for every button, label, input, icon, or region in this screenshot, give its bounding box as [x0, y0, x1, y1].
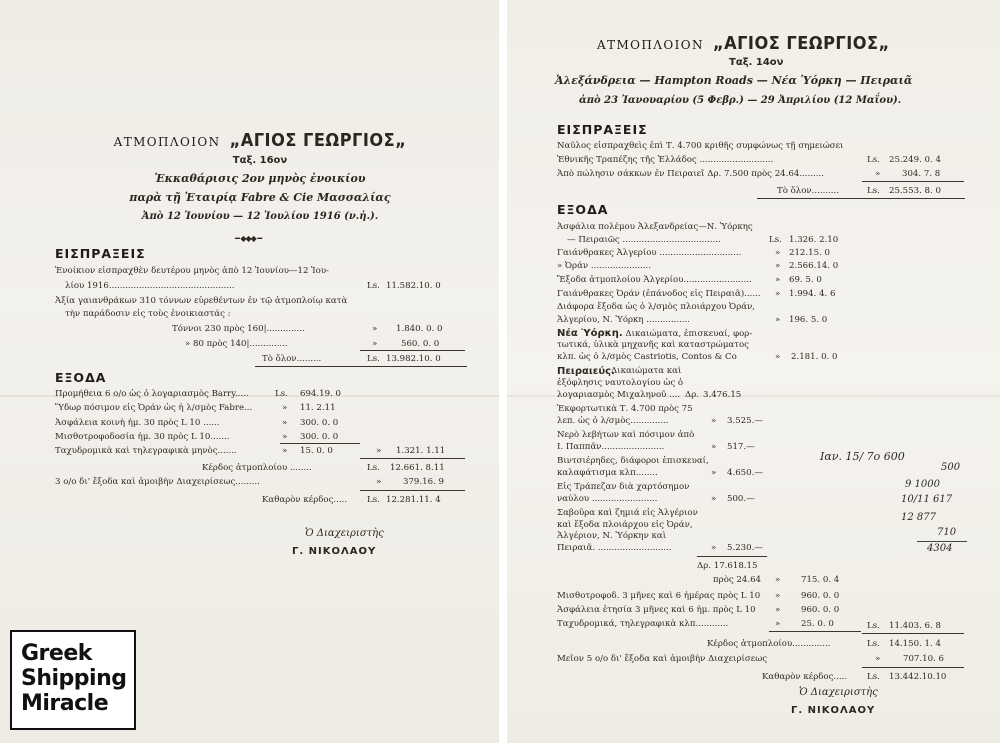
piraeus-line: Νερὸ λεβήτων καὶ πόσιμον ἀπὸ: [557, 430, 695, 440]
ditto-mark: »: [376, 446, 382, 456]
logo-line: Miracle: [21, 691, 109, 716]
ditto-mark: »: [775, 605, 781, 615]
ship-title-line: [597, 33, 890, 54]
piraeus-block: [557, 366, 615, 377]
currency: »: [711, 441, 717, 452]
net-label: Καθαρὸν κέρδος.....: [262, 495, 348, 505]
ship-name: „ΑΓΙΟΣ ΓΕΩΡΓΙΟΣ„: [712, 33, 890, 54]
signature-title: Ὁ Διαχειριστὴς: [799, 687, 878, 698]
piraeus-line: Πειραιᾶ. ...........................: [557, 542, 672, 553]
right-document: [507, 0, 1000, 743]
currency: »: [282, 431, 288, 442]
newyork-line: Δικαιώματα, ἐπισκευαί, φορ-: [625, 329, 753, 339]
handwritten-rule: [917, 541, 967, 542]
receipt-line: Ἐνοίκιον εἰσπραχθὲν δευτέρου μηνὸς ἀπὸ 12 Ἰουνίου—12 Ἰου-: [55, 266, 329, 276]
net-amount: 13.442.10.10: [889, 672, 947, 682]
section-rule: [255, 366, 467, 367]
expense-line: Ὕδωρ πόσιμον εἰς Ὀράν ὡς ἡ λ/σμὸς Fabre...: [55, 403, 253, 414]
currency: »: [282, 403, 288, 414]
handwritten-line: 9 1000: [905, 479, 940, 490]
sum-rule: [862, 181, 964, 182]
receipt-line: » 80 πρὸς 140|..............: [185, 339, 288, 349]
amount: 11. 2.11: [300, 403, 336, 414]
total-label: Τὸ ὅλον.........: [262, 354, 322, 364]
sum-rule: [697, 556, 767, 557]
piraeus-line: καλαφάτισμα κλπ........: [557, 467, 658, 478]
sum-rule: [280, 443, 360, 444]
logo-line: Shipping: [21, 666, 127, 691]
piraeus-line: Βιντσιέρηδες, διάφοροι ἐπισκευαί,: [557, 456, 709, 466]
ship-prefix: ΑΤΜΟΠΛΟΙΟΝ: [597, 38, 704, 52]
handwritten-line: 10/11 617: [901, 494, 953, 505]
amount: 69. 5. 0: [789, 275, 822, 285]
currency: »: [711, 542, 717, 553]
currency: Ls.: [867, 672, 880, 682]
amount: 11.582.10. 0: [386, 281, 441, 291]
total-amount: 13.982.10. 0: [386, 354, 441, 364]
amount: 2.566.14. 0: [789, 261, 839, 271]
currency: Ls.: [367, 495, 380, 505]
amount: 25. 0. 0: [801, 619, 834, 629]
ditto-mark: »: [775, 619, 781, 629]
currency: Ls.: [275, 389, 288, 399]
receipt-line: τὴν παράδοσιν εἰς τοὺς ἐνοικιαστάς :: [65, 309, 231, 319]
amount: 15. 0. 0: [300, 446, 333, 457]
receipt-line: Ἐθνικῆς Τραπέζης τῆς Ἑλλάδος ...........................: [557, 155, 774, 165]
handwritten-line: 500: [941, 462, 961, 473]
expense-line: Ταχυδρομικά, τηλεγραφικὰ κλπ............: [557, 619, 729, 629]
expense-line: Ἀσφάλεια κοινὴ ἡμ. 30 πρὸς L 10 ......: [55, 417, 220, 428]
amount: 1.840. 0. 0: [396, 324, 443, 334]
signature-name: Γ. ΝΙΚΟΛΑΟΥ: [791, 705, 876, 716]
total-amount: 25.553. 8. 0: [889, 186, 941, 196]
expense-line: » Ὀράν ......................: [557, 261, 651, 271]
amount: 1.326. 2.10: [789, 235, 839, 245]
exchange-rate: πρὸς 24.64: [713, 575, 762, 585]
currency: Ls.: [769, 235, 782, 245]
piraeus-line: Ι. Παππᾶν.......................: [557, 441, 665, 452]
receipt-line: λίου 1916..............................................: [65, 281, 235, 291]
voyage-number: Ταξ. 14ον: [729, 57, 784, 68]
ornament-divider: ━ ◆◆◆ ━: [235, 234, 262, 243]
sum-rule: [360, 490, 465, 491]
amount: 694.19. 0: [300, 389, 342, 399]
drachma-sum: Δρ. 17.618.15: [697, 561, 758, 571]
route-line: Ἀλεξάνδρεια — Hampton Roads — Νέα Ὑόρκη — Πειραιᾶ: [555, 74, 913, 87]
currency: »: [775, 261, 781, 271]
newyork-heading: Νέα Ὑόρκη.: [557, 328, 623, 339]
newyork-line: κλπ. ὡς ὁ λ/σμὸς Castriotis, Contos & Co: [557, 352, 737, 362]
piraeus-line: Εἰς Τράπεζαν διὰ χαρτόσημον: [557, 482, 690, 492]
piraeus-line: καὶ ἔξοδα πλοιάρχου εἰς Ὀράν,: [557, 519, 693, 530]
handwritten-line: 710: [937, 527, 957, 538]
expense-line: Ἀσφάλεια ἐτησία 3 μῆνες καὶ 6 ἡμ. πρὸς L 10: [557, 605, 756, 615]
ditto-mark: »: [775, 591, 781, 601]
currency: Ls.: [367, 463, 380, 473]
handwritten-line: Ιαν. 15/ 7ο 600: [820, 450, 905, 463]
expenses-heading: ΕΞΟΔΑ: [557, 202, 609, 217]
profit-label: Κέρδος ἀτμοπλοίου ........: [202, 463, 312, 473]
amount: 304. 7. 8: [902, 169, 941, 179]
amount: 4.650.—: [727, 467, 763, 478]
receipts-heading: ΕΙΣΠΡΑΞΕΙΣ: [55, 246, 146, 261]
amount: 2.181. 0. 0: [791, 352, 838, 362]
newyork-line: τωτικά, ὑλικὰ μηχανῆς καὶ καταστρώματος: [557, 340, 749, 350]
amount: 500.—: [727, 493, 755, 504]
sum-rule: [862, 667, 964, 668]
net-amount: 12.281.11. 4: [386, 495, 441, 505]
receipt-line: Ἀπὸ πώλησιν σάκκων ἐν Πειραιεῖ Δρ. 7.500 πρὸς 24.64.........: [557, 169, 824, 179]
ship-title-line: [0, 130, 499, 151]
amount: 3.525.—: [727, 415, 763, 426]
currency: »: [711, 493, 717, 504]
sum-rule: [360, 458, 465, 459]
currency: Ls.: [867, 155, 880, 165]
greek-shipping-miracle-logo: [10, 630, 136, 730]
handwritten-line: 4304: [927, 543, 953, 554]
expense-line: Ταχυδρομικὰ καὶ τηλεγραφικὰ μηνὸς.......: [55, 446, 237, 457]
amount: 300. 0. 0: [300, 417, 339, 428]
piraeus-line: λεπ. ὡς ὁ λ/σμὸς..............: [557, 415, 669, 426]
logo-line: Greek: [21, 641, 92, 666]
ship-name: „ΑΓΙΟΣ ΓΕΩΡΓΙΟΣ„: [229, 130, 407, 151]
fee-amount: 707.10. 6: [903, 654, 945, 664]
expense-line: Μισθοτροφοδοσία ἡμ. 30 πρὸς L 10.......: [55, 431, 230, 442]
amount: 3.476.15: [703, 389, 742, 400]
piraeus-line: λογαριασμὸς Μιχαληνοῦ ....: [557, 389, 681, 400]
piraeus-heading: Πειραιεύς.: [557, 366, 615, 377]
total-amount: 1.321. 1.11: [396, 446, 446, 456]
header-line-1: Ἐκκαθάρισις 2ον μηνὸς ἐνοικίου: [154, 172, 366, 185]
amount: 300. 0. 0: [300, 431, 339, 442]
expense-line: Ἔξοδα ἀτμοπλοίου Ἀλγερίου.........................: [557, 275, 752, 285]
expenses-heading: ΕΞΟΔΑ: [55, 370, 107, 385]
expense-line: Προμήθεια 6 ο/ο ὡς ὁ λογαριασμὸς Barry.....: [55, 389, 249, 399]
ditto-mark: »: [775, 575, 781, 585]
currency: Ls.: [867, 186, 880, 196]
receipt-line: Ἀξία γαιανθράκων 310 τόννων εὑρεθέντων ἐν τῷ ἀτμοπλοίῳ κατὰ: [55, 296, 348, 306]
amount: 960. 0. 0: [801, 605, 840, 615]
fee-amount: 379.16. 9: [403, 477, 445, 487]
piraeus-line: Ἀλγέριον, Ν. Ὑόρκην καὶ: [557, 531, 667, 541]
currency: »: [282, 417, 288, 428]
expense-line: Μισθοτροφοδ. 3 μῆνες καὶ 6 ἡμέρας πρὸς L 10: [557, 591, 761, 601]
amount: 212.15. 0: [789, 248, 831, 258]
expense-line: — Πειραιῶς ....................................: [567, 235, 721, 245]
expense-line: Γαιάνθρακες Ἀλγερίου ..............................: [557, 248, 742, 258]
amount: 715. 0. 4: [801, 575, 840, 585]
sum-rule: [862, 633, 964, 634]
piraeus-line: Δικαιώματα καὶ: [611, 366, 682, 376]
receipt-line: Τόννοι 230 πρὸς 160|..............: [172, 324, 305, 334]
amount: 196. 5. 0: [789, 315, 828, 325]
signature-title: Ὁ Διαχειριστὴς: [305, 528, 384, 539]
currency: »: [282, 446, 288, 457]
header-line-3: Ἀπὸ 12 Ἰουνίου — 12 Ἰουλίου 1916 (ν.ἡ.).: [141, 211, 379, 222]
amount: 1.994. 4. 6: [789, 289, 836, 299]
profit-label: Κέρδος ἀτμοπλοίου..............: [707, 639, 831, 649]
currency: »: [711, 467, 717, 478]
profit-amount: 12.661. 8.11: [390, 463, 445, 473]
total-amount: 11.403. 6. 8: [889, 621, 941, 631]
profit-amount: 14.150. 1. 4: [889, 639, 941, 649]
handwritten-line: 12 877: [901, 512, 936, 523]
amount: 960. 0. 0: [801, 591, 840, 601]
dates-line: ἀπὸ 23 Ἰανουαρίου (5 Φεβρ.) — 29 Ἀπριλίου (12 Μαΐου).: [579, 95, 902, 106]
ditto-mark: »: [875, 169, 881, 179]
piraeus-line: Ἐκφορτωτικὰ Τ. 4.700 πρὸς 75: [557, 404, 693, 414]
ditto-mark: »: [372, 324, 378, 334]
currency: »: [775, 275, 781, 285]
piraeus-line: ναύλου ........................: [557, 493, 658, 504]
amount: 5.230.—: [727, 542, 763, 553]
fee-label: 3 ο/ο δι' ἔξοδα καὶ ἀμοιβὴν Διαχειρίσεως.........: [55, 477, 260, 487]
ditto-mark: »: [875, 654, 881, 664]
expense-line: Διάφορα ἔξοδα ὡς ὁ λ/σμὸς πλοιάρχου Ὀράν,: [557, 302, 756, 312]
piraeus-line: Σαβοῦρα καὶ ζημιά εἰς Ἀλγέριον: [557, 508, 698, 518]
currency: »: [775, 289, 781, 299]
voyage-number: Ταξ. 16ον: [232, 155, 288, 166]
expense-line: Ἀσφάλια πολέμου Ἀλεξανδρείας—Ν. Ὑόρκης: [557, 222, 753, 232]
ditto-mark: »: [775, 352, 781, 362]
amount: 560. 0. 0: [401, 339, 440, 349]
currency: Ls.: [867, 639, 880, 649]
ditto-mark: »: [376, 477, 382, 487]
receipt-line: Ναῦλος εἰσπραχθεὶς ἐπὶ Τ. 4.700 κριθῆς συμφώνως τῇ σημειώσει: [557, 141, 844, 151]
total-label: Τὸ ὅλον..........: [777, 186, 839, 196]
fee-label: Μεῖον 5 ο/ο δι' ἔξοδα καὶ ἀμοιβὴν Διαχειρίσεως: [557, 654, 768, 664]
currency: Ls.: [867, 621, 880, 631]
currency: »: [775, 248, 781, 258]
expense-line: Ἀλγερίου, Ν. Ὑόρκη ................: [557, 315, 691, 325]
header-line-2: παρὰ τῇ Ἑταιρίᾳ Fabre & Cie Μασσαλίας: [129, 191, 391, 204]
amount: 517.—: [727, 441, 755, 452]
net-label: Καθαρὸν κέρδος.....: [762, 672, 848, 682]
currency: Ls.: [367, 354, 380, 364]
sum-rule: [360, 350, 465, 351]
expense-line: Γαιάνθρακες Ὀράν (ἐπάνοδος εἰς Πειραιᾶ)......: [557, 289, 761, 299]
sum-rule: [769, 631, 861, 632]
receipts-heading: ΕΙΣΠΡΑΞΕΙΣ: [557, 122, 648, 137]
currency: »: [711, 415, 717, 426]
signature-name: Γ. ΝΙΚΟΛΑΟΥ: [292, 546, 377, 557]
currency: »: [775, 315, 781, 325]
currency: Ls.: [367, 281, 380, 291]
section-rule: [757, 198, 965, 199]
ditto-mark: »: [372, 339, 378, 349]
newyork-block: [557, 328, 752, 339]
currency: Δρ.: [685, 389, 699, 400]
piraeus-line: ἐξόφλησις ναυτολογίου ὡς ὁ: [557, 378, 684, 388]
amount: 25.249. 0. 4: [889, 155, 941, 165]
ship-prefix: ΑΤΜΟΠΛΟΙΟΝ: [113, 135, 221, 149]
